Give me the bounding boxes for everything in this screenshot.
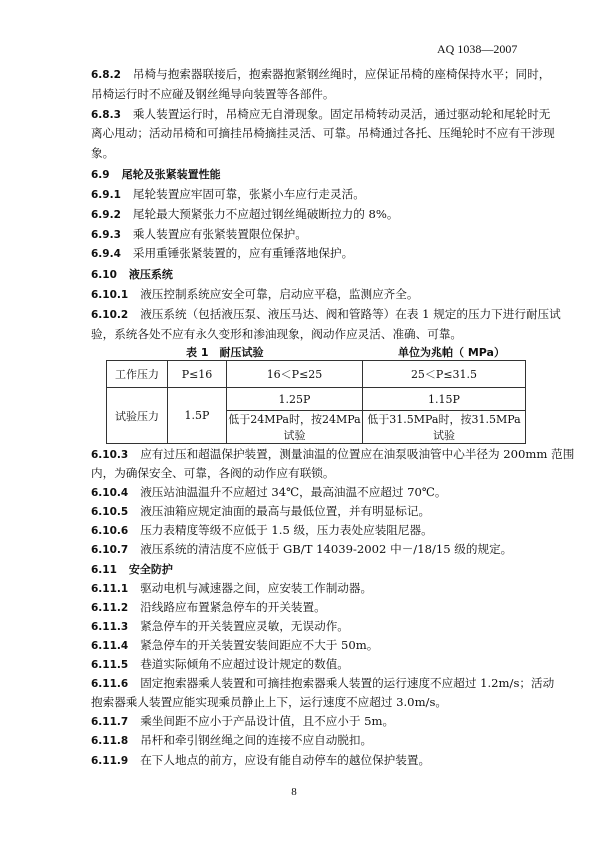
clause-line xyxy=(91,144,527,164)
clause-number: 6.11.4 xyxy=(91,639,129,652)
clause-number: 6.9.1 xyxy=(91,188,121,201)
clause-line xyxy=(91,124,555,144)
clause-text: 采用重锤张紧装置的，应有重锤落地保护。 xyxy=(132,246,354,261)
clause-text: 吊杆和牵引钢丝绳之间的连接不应自动脱扣。 xyxy=(140,733,373,748)
clause-number: 6.11.1 xyxy=(91,582,129,595)
clause-line xyxy=(91,205,527,225)
clause-number: 6.9.2 xyxy=(91,208,121,221)
section-title: 液压系统 xyxy=(128,268,173,282)
clause-text: 乘人装置应有张紧装置限位保护。 xyxy=(132,226,307,241)
clause-text: 乘人装置运行时，吊椅应无自滑现象。固定吊椅转动灵活，通过驱动轮和尾轮时无 xyxy=(132,106,551,121)
clause-text: 离心甩动；活动吊椅和可摘挂吊椅摘挂灵活、可靠。吊椅通过各托、压绳轮时不应有干涉现 xyxy=(91,126,555,141)
clause-number: 6.11.5 xyxy=(91,659,129,672)
clause-number: 6.9.3 xyxy=(91,228,121,241)
table-cell: 1.5P xyxy=(168,388,227,444)
clause-text: 吊椅与抱索器联接后，抱索器抱紧钢丝绳时，应保证吊椅的座椅保持水平；同时， xyxy=(132,67,551,81)
page-number: 8 xyxy=(291,786,297,798)
section-title: 尾轮及张紧装置性能 xyxy=(121,167,221,181)
clause-text: 液压系统（包括液压泵、液压马达、阀和管路等）在表 1 规定的压力下进行耐压试 xyxy=(140,306,561,321)
clause-line xyxy=(91,325,527,345)
clause-line xyxy=(91,521,527,540)
clause-number: 6.8.2 xyxy=(91,69,121,81)
clause-number: 6.10.2 xyxy=(91,308,129,321)
clause-line xyxy=(91,598,527,617)
clause-number: 6.11.2 xyxy=(91,601,129,614)
clause-text: 尾轮装置应牢固可靠，张紧小车应行走灵活。 xyxy=(132,186,365,201)
table-cell: 1.25P xyxy=(227,388,363,411)
section-heading xyxy=(91,164,527,185)
clause-number: 6.8.3 xyxy=(91,108,121,121)
clause-number: 6.11.3 xyxy=(91,620,129,633)
table-cell: 低于24MPa时，按24MPa试验 xyxy=(227,411,363,444)
clause-text: 压力表精度等级不应低于 1.5 级，压力表处应装阻尼器。 xyxy=(140,523,433,538)
table-cell: 工作压力 xyxy=(107,361,168,388)
clause-number: 6.11.8 xyxy=(91,735,129,748)
clause-line xyxy=(91,105,551,125)
clause-text: 象。 xyxy=(91,146,115,161)
clause-text: 内，为确保安全、可靠，各阀的动作应有联锁。 xyxy=(91,466,335,481)
clause-number: 6.10.5 xyxy=(91,506,129,519)
clause-line xyxy=(91,483,527,502)
clause-text: 液压站油温温升不应超过 34℃，最高油温不应超过 70℃。 xyxy=(140,485,447,500)
table-cell: 16＜P≤25 xyxy=(227,361,363,388)
clause-line xyxy=(91,579,527,598)
clause-text: 吊椅运行时不应碰及钢丝绳导向装置等各部件。 xyxy=(91,86,335,101)
document-code-header: AQ 1038—2007 xyxy=(437,42,518,56)
clause-text: 液压油箱应规定油面的最高与最低位置，并有明显标记。 xyxy=(140,504,431,519)
clause-line xyxy=(91,305,561,325)
clause-number: 6.9.4 xyxy=(91,248,121,261)
clause-line xyxy=(91,540,527,559)
clause-text: 验，系统各处不应有永久变形和渗油现象，阀动作应灵活、准确、可靠。 xyxy=(91,326,463,341)
clause-line xyxy=(91,244,527,264)
clause-number: 6.10.3 xyxy=(91,449,129,461)
clause-line xyxy=(91,712,527,731)
clause-line xyxy=(91,655,527,674)
clause-line xyxy=(91,674,555,693)
table-cell: 25＜P≤31.5 xyxy=(363,361,526,388)
clause-text: 紧急停车的开关装置应灵敏，无误动作。 xyxy=(140,618,349,633)
section-number: 6.9 xyxy=(91,168,110,181)
clause-number: 6.11.7 xyxy=(91,716,129,729)
table-cell: 试验压力 xyxy=(107,388,168,444)
clause-line xyxy=(91,185,527,205)
clause-number: 6.10.1 xyxy=(91,289,129,302)
clause-text: 巷道实际倾角不应超过设计规定的数值。 xyxy=(140,657,349,672)
pressure-test-table xyxy=(106,360,526,444)
clause-text: 液压系统的清洁度不应低于 GB/T 14039-2002 中－/18/15 级的规定。 xyxy=(140,542,513,557)
clauses-6-8-to-6-10-2 xyxy=(91,65,561,345)
clause-line xyxy=(91,445,575,464)
section-title: 安全防护 xyxy=(128,562,173,576)
clause-line xyxy=(91,693,527,712)
section-heading xyxy=(91,560,527,579)
section-number: 6.11 xyxy=(91,563,117,576)
clause-number: 6.10.4 xyxy=(91,487,129,500)
table-row xyxy=(107,388,526,411)
clause-text: 乘坐间距不应小于产品设计值，且不应小于 5m。 xyxy=(140,714,395,729)
clause-line xyxy=(91,464,527,483)
clause-text: 在下人地点的前方，应设有能自动停车的越位保护装置。 xyxy=(140,752,431,767)
clause-line xyxy=(91,617,527,636)
clause-line xyxy=(91,285,527,305)
clause-text: 应有过压和超温保护装置，测量油温的位置应在油泵吸油管中心半径为 200mm 范围 xyxy=(140,447,575,461)
clause-text: 驱动电机与减速器之间，应安装工作制动器。 xyxy=(140,580,373,595)
clause-text: 固定抱索器乘人装置和可摘挂抱索器乘人装置的运行速度不应超过 1.2m/s；活动 xyxy=(140,676,555,691)
clause-number: 6.11.9 xyxy=(91,754,129,767)
clause-line xyxy=(91,636,527,655)
clause-text: 沿线路应布置紧急停车的开关装置。 xyxy=(140,599,326,614)
clause-line xyxy=(91,225,527,245)
table-unit: 单位为兆帕（ MPa） xyxy=(398,346,505,359)
clause-text: 紧急停车的开关装置安装间距应不大于 50m。 xyxy=(140,637,379,652)
clause-line xyxy=(91,85,527,105)
table-row xyxy=(107,361,526,388)
clause-line xyxy=(91,731,527,750)
table-cell: P≤16 xyxy=(168,361,227,388)
table-cell: 1.15P xyxy=(363,388,526,411)
table-cell: 低于31.5MPa时，按31.5MPa试验 xyxy=(363,411,526,444)
table-title: 表 1 耐压试验 xyxy=(186,346,264,359)
clause-line xyxy=(91,65,551,85)
clause-text: 液压控制系统应安全可靠，启动应平稳，监测应齐全。 xyxy=(140,287,419,302)
clauses-6-10-3-to-6-11-9 xyxy=(91,445,575,770)
clause-line xyxy=(91,751,527,770)
section-heading xyxy=(91,264,527,285)
clause-number: 6.11.6 xyxy=(91,678,129,691)
clause-number: 6.10.6 xyxy=(91,525,129,538)
clause-line xyxy=(91,502,527,521)
clause-text: 尾轮最大预紧张力不应超过钢丝绳破断拉力的 8%。 xyxy=(132,206,399,221)
section-number: 6.10 xyxy=(91,269,117,282)
clause-number: 6.10.7 xyxy=(91,544,129,557)
clause-text: 抱索器乘人装置应能实现乘员静止上下，运行速度不应超过 3.0m/s。 xyxy=(91,695,448,710)
